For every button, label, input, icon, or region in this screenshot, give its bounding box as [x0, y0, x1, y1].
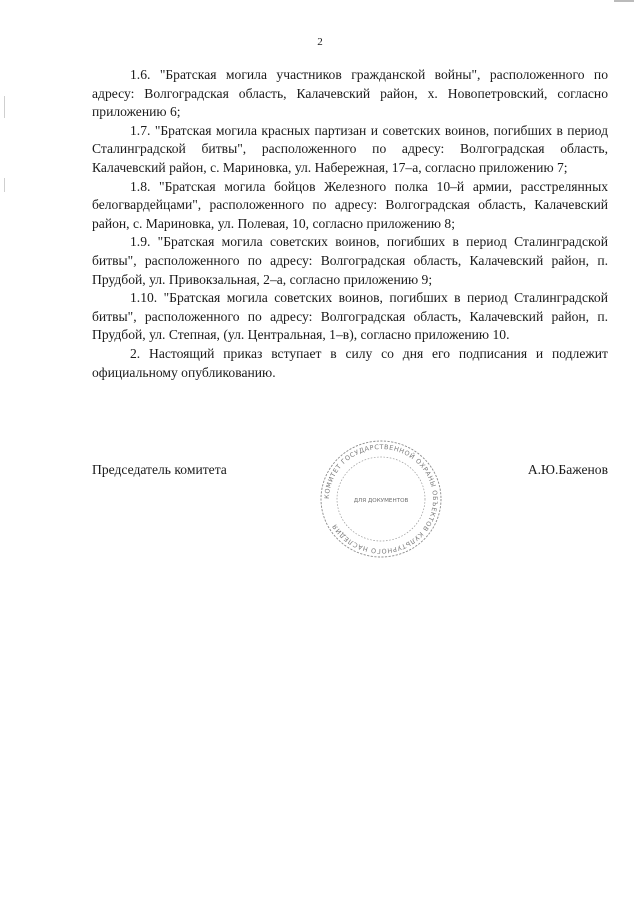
paragraph-2: 2. Настоящий приказ вступает в силу со дня его подписания и подлежит официальному опубликованию.: [92, 345, 608, 380]
seal-center-text: ДЛЯ ДОКУМЕНТОВ: [353, 498, 409, 504]
left-edge-mark-1: [4, 96, 5, 118]
paragraph-1-8: 1.8. "Братская могила бойцов Железного полка 10–й армии, расстрелянных белогвардейцами", расположенного по адресу: Волгоградская область, Калачевский район, с. Мариновка, ул. Полевая, 10, согласно приложению 8;: [92, 178, 608, 231]
page-number: 2: [317, 36, 323, 48]
left-edge-mark-2: [4, 178, 5, 192]
corner-scan-mark: [614, 0, 634, 2]
paragraph-1-7: 1.7. "Братская могила красных партизан и советских воинов, погибших в период Сталинградской битвы", расположенного по адресу: Волгоградская область, Калачевский район, с. Мариновка, ул. Набережная, 17–а, согласно приложению 7;: [92, 122, 608, 175]
signatory-position: Председатель комитета: [92, 462, 227, 477]
seal-outer-text: КОМИТЕТ ГОСУДАРСТВЕННОЙ ОХРАНЫ ОБЪЕКТОВ КУЛЬТУРНОГО НАСЛЕДИЯ: [322, 442, 440, 556]
paragraph-1-6: 1.6. "Братская могила участников гражданской войны", расположенного по адресу: Волгоградская область, Калачевский район, х. Новопетровский, согласно приложению 6;: [92, 67, 608, 120]
signatory-name: А.Ю.Баженов: [527, 462, 608, 477]
document-body: [92, 66, 608, 382]
official-seal-stamp: [318, 438, 444, 560]
paragraph-1-9: 1.9. "Братская могила советских воинов, погибших в период Сталинградской битвы", расположенного по адресу: Волгоградская область, Калачевский район, п. Прудбой, ул. Привокзальная, 2–а, согласно приложению 9;: [92, 234, 608, 287]
paragraph-1-10: 1.10. "Братская могила советских воинов, погибших в период Сталинградской битвы", расположенного по адресу: Волгоградская область, Калачевский район, п. Прудбой, ул. Степная, (ул. Центральная, 1–в), согласно приложению 10.: [92, 290, 608, 343]
